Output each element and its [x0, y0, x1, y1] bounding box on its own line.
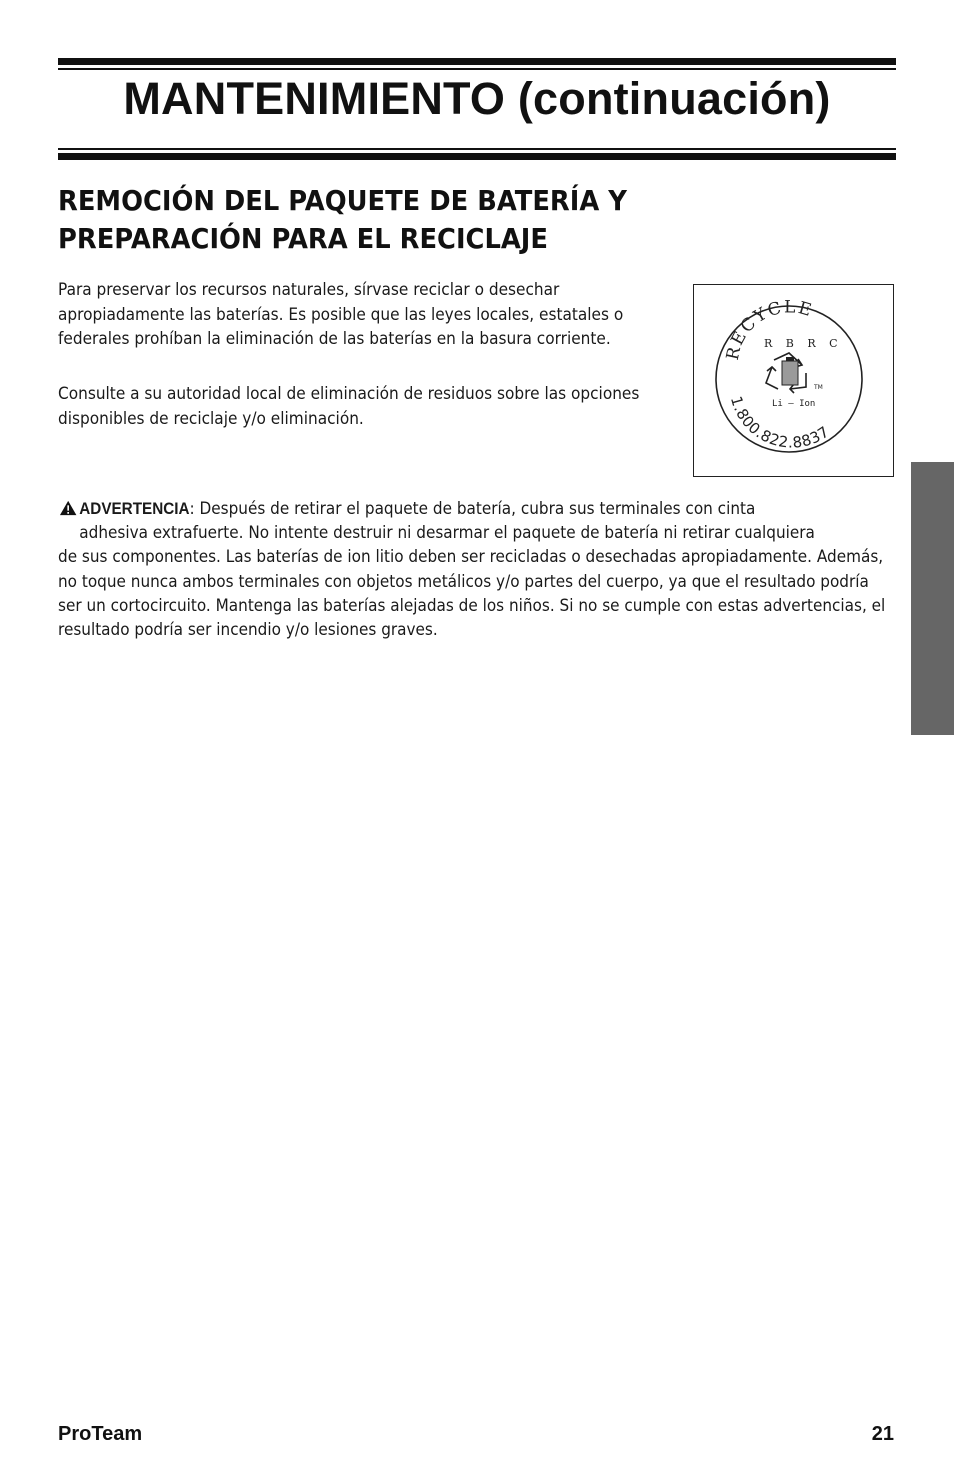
warning-triangle-icon — [58, 500, 78, 516]
logo-phone-number: 1.800.822.8837 — [726, 394, 833, 452]
section-thumb-tab — [911, 462, 954, 735]
warning-text-line2: adhesiva extrafuerte. No intente destruir ni desarmar el paquete de batería ni retirar cualquiera — [79, 523, 815, 543]
header-rule-top-thick — [58, 58, 896, 65]
svg-text:RECYCLE — [723, 297, 816, 362]
header-rule-top-thin — [58, 68, 896, 70]
logo-chemistry: Li – Ion — [772, 399, 816, 409]
footer-brand: ProTeam — [58, 1423, 143, 1445]
header-rule-bottom-thin — [58, 148, 896, 150]
footer-page-number: 21 — [871, 1423, 894, 1445]
logo-tm: TM — [814, 384, 823, 391]
warning-text-line1: : Después de retirar el paquete de batería, cubra sus terminales con cinta — [189, 499, 756, 518]
header-rule-bottom-thick — [58, 153, 896, 160]
intro-paragraph: Para preservar los recursos naturales, sírvase reciclar o desechar apropiadamente las baterías. Es posible que las leyes locales, estatales o federales prohíban la eliminación de las baterías en la basura corriente. — [58, 280, 624, 348]
rbrc-recycle-logo-box — [693, 284, 894, 477]
logo-rbrc-letters: R B R C — [764, 337, 843, 350]
warning-label: ADVERTENCIA — [79, 500, 190, 518]
warning-text-rest: de sus componentes. Las baterías de ion litio deben ser recicladas o desechadas apropiadamente. Además, no toque nunca ambos terminales con objetos metálicos y/o partes del cuerpo, ya que el resultado podría ser un cortocircuito. Mantenga las baterías alejadas de los niños. Si no se cumple con estas advertencias, el resultado podría ser incendio y/o lesiones graves. — [58, 547, 886, 640]
disposal-paragraph: Consulte a su autoridad local de eliminación de residuos sobre las opciones disponibles de reciclaje y/o eliminación. — [58, 384, 640, 428]
page-title: MANTENIMIENTO (continuación) — [123, 73, 831, 124]
rbrc-recycle-seal-icon — [694, 285, 893, 476]
logo-recycle-text: RECYCLE — [722, 297, 816, 362]
warning-block — [58, 497, 891, 642]
section-title: REMOCIÓN DEL PAQUETE DE BATERÍA Y PREPARACIÓN PARA EL RECICLAJE — [58, 184, 627, 255]
